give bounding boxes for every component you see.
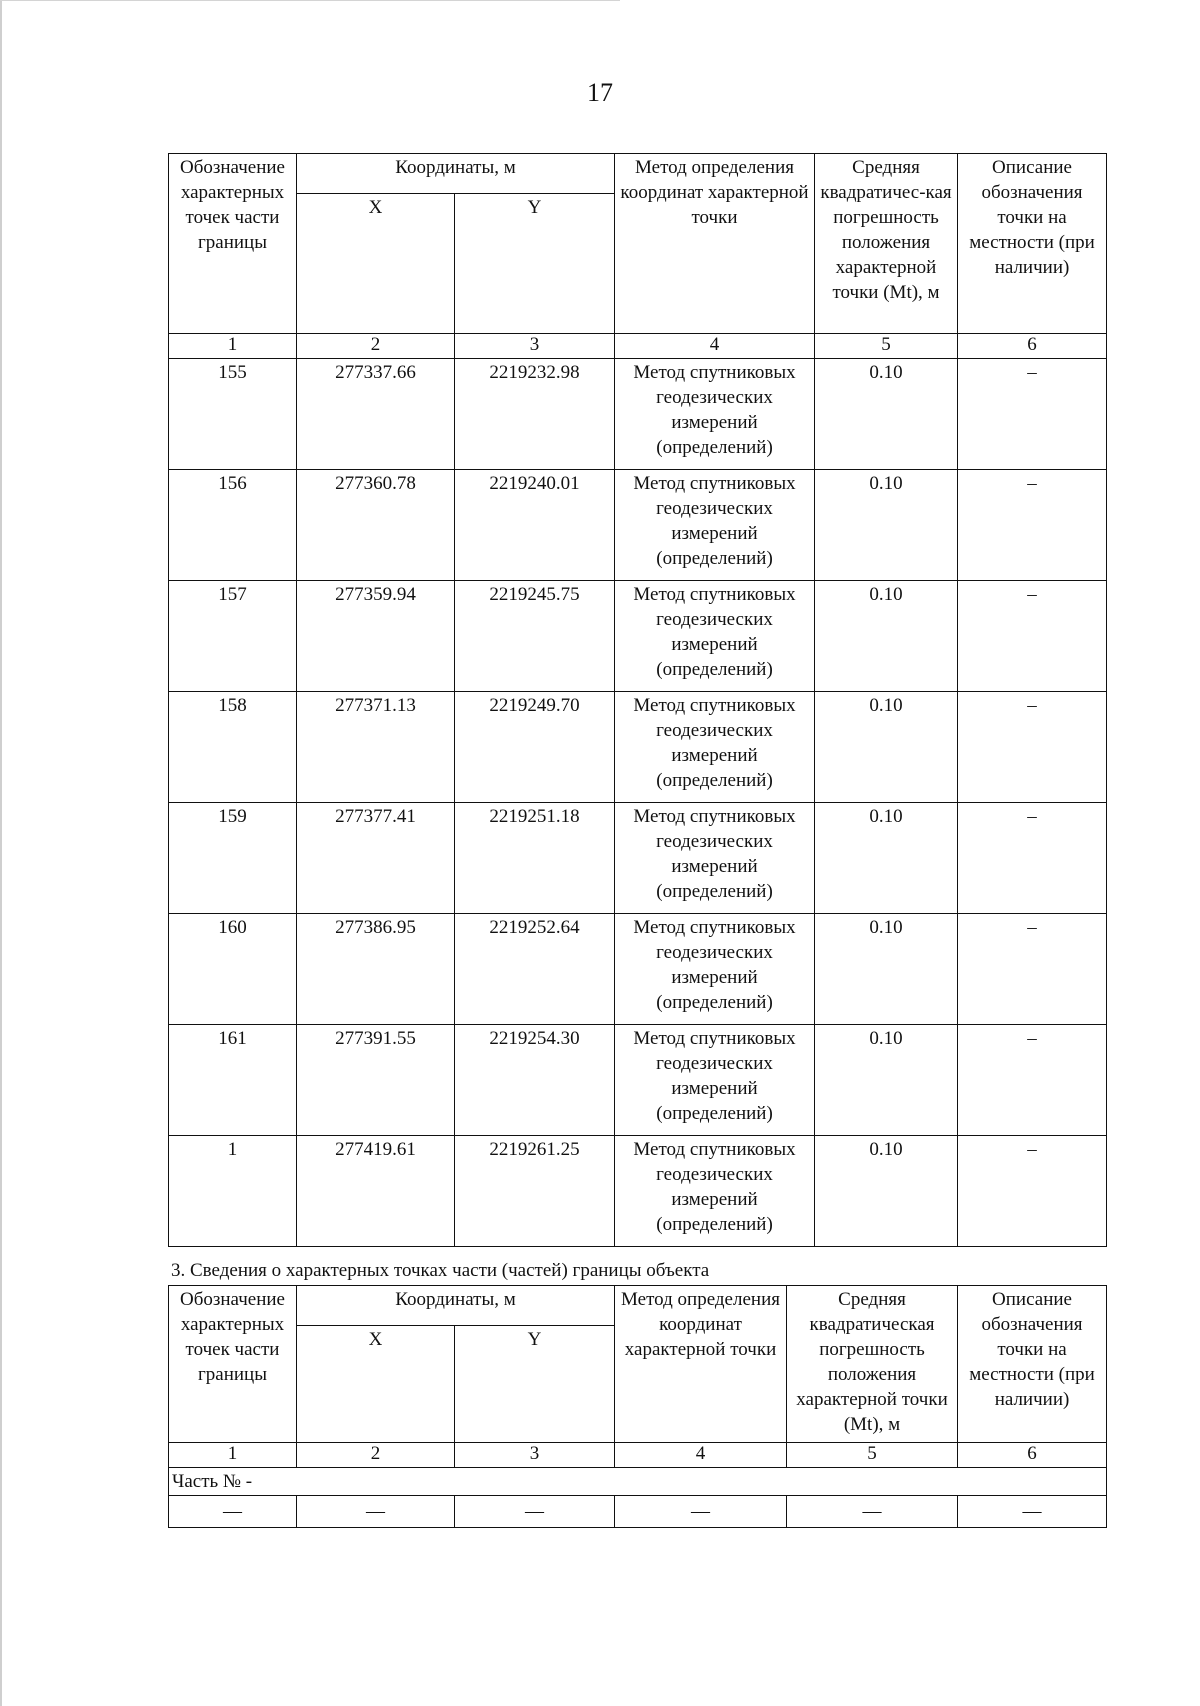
table-row bbox=[169, 581, 1107, 692]
method-cell: Метод спутниковых геодезических измерений (определений) bbox=[615, 914, 815, 1025]
column-number: 3 bbox=[455, 1443, 615, 1468]
page-number: 17 bbox=[587, 78, 613, 107]
column-number: 6 bbox=[958, 334, 1107, 359]
column-number: 2 bbox=[297, 1443, 455, 1468]
description-cell: – bbox=[958, 1025, 1107, 1136]
column-number: 3 bbox=[455, 334, 615, 359]
error-cell: 0.10 bbox=[815, 914, 958, 1025]
y-cell: 2219251.18 bbox=[455, 803, 615, 914]
header-description: Описание обозначения точки на местности (при наличии) bbox=[958, 1286, 1107, 1443]
table-row bbox=[169, 692, 1107, 803]
description-cell: – bbox=[958, 692, 1107, 803]
point-cell: 157 bbox=[169, 581, 297, 692]
method-cell: Метод спутниковых геодезических измерений (определений) bbox=[615, 692, 815, 803]
y-cell: 2219240.01 bbox=[455, 470, 615, 581]
header-x: X bbox=[297, 194, 455, 334]
x-cell: 277359.94 bbox=[297, 581, 455, 692]
method-cell: Метод спутниковых геодезических измерений (определений) bbox=[615, 581, 815, 692]
x-cell: 277386.95 bbox=[297, 914, 455, 1025]
error-cell: 0.10 bbox=[815, 803, 958, 914]
y-cell: 2219245.75 bbox=[455, 581, 615, 692]
table-row bbox=[169, 1136, 1107, 1247]
header-x: X bbox=[297, 1326, 455, 1443]
point-cell: 159 bbox=[169, 803, 297, 914]
x-cell: 277419.61 bbox=[297, 1136, 455, 1247]
method-cell: Метод спутниковых геодезических измерений (определений) bbox=[615, 359, 815, 470]
method-cell: Метод спутниковых геодезических измерений (определений) bbox=[615, 803, 815, 914]
column-number: 5 bbox=[787, 1443, 958, 1468]
x-cell: 277391.55 bbox=[297, 1025, 455, 1136]
header-y: Y bbox=[455, 194, 615, 334]
header-error: Средняя квадратичес-кая погрешность положения характерной точки (Mt), м bbox=[815, 154, 958, 334]
y-cell: 2219249.70 bbox=[455, 692, 615, 803]
x-cell: 277360.78 bbox=[297, 470, 455, 581]
header-error: Средняя квадратическая погрешность положения характерной точки (Mt), м bbox=[787, 1286, 958, 1443]
table-row bbox=[169, 803, 1107, 914]
header-description: Описание обозначения точки на местности (при наличии) bbox=[958, 154, 1107, 334]
header-method: Метод определения координат характерной точки bbox=[615, 1286, 787, 1443]
column-number: 2 bbox=[297, 334, 455, 359]
empty-cell: — bbox=[958, 1496, 1107, 1528]
error-cell: 0.10 bbox=[815, 470, 958, 581]
section-3-caption: 3. Сведения о характерных точках части (частей) границы объекта bbox=[171, 1260, 710, 1281]
point-cell: 156 bbox=[169, 470, 297, 581]
point-cell: 1 bbox=[169, 1136, 297, 1247]
point-cell: 160 bbox=[169, 914, 297, 1025]
y-cell: 2219261.25 bbox=[455, 1136, 615, 1247]
table-row bbox=[169, 914, 1107, 1025]
column-number: 4 bbox=[615, 1443, 787, 1468]
column-number: 6 bbox=[958, 1443, 1107, 1468]
description-cell: – bbox=[958, 914, 1107, 1025]
description-cell: – bbox=[958, 581, 1107, 692]
header-coordinates: Координаты, м bbox=[297, 1286, 615, 1326]
point-cell: 161 bbox=[169, 1025, 297, 1136]
error-cell: 0.10 bbox=[815, 692, 958, 803]
description-cell: – bbox=[958, 1136, 1107, 1247]
description-cell: – bbox=[958, 359, 1107, 470]
x-cell: 277371.13 bbox=[297, 692, 455, 803]
scan-edge bbox=[0, 0, 2, 1706]
header-designation: Обозначение характерных точек части границы bbox=[169, 154, 297, 334]
method-cell: Метод спутниковых геодезических измерений (определений) bbox=[615, 1025, 815, 1136]
table-row bbox=[169, 470, 1107, 581]
x-cell: 277337.66 bbox=[297, 359, 455, 470]
empty-cell: — bbox=[455, 1496, 615, 1528]
empty-cell: — bbox=[169, 1496, 297, 1528]
column-number: 5 bbox=[815, 334, 958, 359]
x-cell: 277377.41 bbox=[297, 803, 455, 914]
description-cell: – bbox=[958, 803, 1107, 914]
error-cell: 0.10 bbox=[815, 1136, 958, 1247]
empty-cell: — bbox=[297, 1496, 455, 1528]
error-cell: 0.10 bbox=[815, 581, 958, 692]
error-cell: 0.10 bbox=[815, 1025, 958, 1136]
column-number: 1 bbox=[169, 334, 297, 359]
empty-cell: — bbox=[615, 1496, 787, 1528]
table-row bbox=[169, 1025, 1107, 1136]
description-cell: – bbox=[958, 470, 1107, 581]
y-cell: 2219252.64 bbox=[455, 914, 615, 1025]
table-row bbox=[169, 359, 1107, 470]
header-method: Метод определения координат характерной точки bbox=[615, 154, 815, 334]
header-coordinates: Координаты, м bbox=[297, 154, 615, 194]
point-cell: 158 bbox=[169, 692, 297, 803]
empty-cell: — bbox=[787, 1496, 958, 1528]
part-label: Часть № - bbox=[169, 1468, 1107, 1496]
column-number: 1 bbox=[169, 1443, 297, 1468]
scan-edge bbox=[0, 0, 620, 1]
point-cell: 155 bbox=[169, 359, 297, 470]
method-cell: Метод спутниковых геодезических измерений (определений) bbox=[615, 470, 815, 581]
y-cell: 2219232.98 bbox=[455, 359, 615, 470]
y-cell: 2219254.30 bbox=[455, 1025, 615, 1136]
error-cell: 0.10 bbox=[815, 359, 958, 470]
part-boundary-points-table bbox=[168, 1285, 1107, 1528]
boundary-points-table bbox=[168, 153, 1107, 1247]
method-cell: Метод спутниковых геодезических измерений (определений) bbox=[615, 1136, 815, 1247]
header-y: Y bbox=[455, 1326, 615, 1443]
column-number: 4 bbox=[615, 334, 815, 359]
header-designation: Обозначение характерных точек части границы bbox=[169, 1286, 297, 1443]
